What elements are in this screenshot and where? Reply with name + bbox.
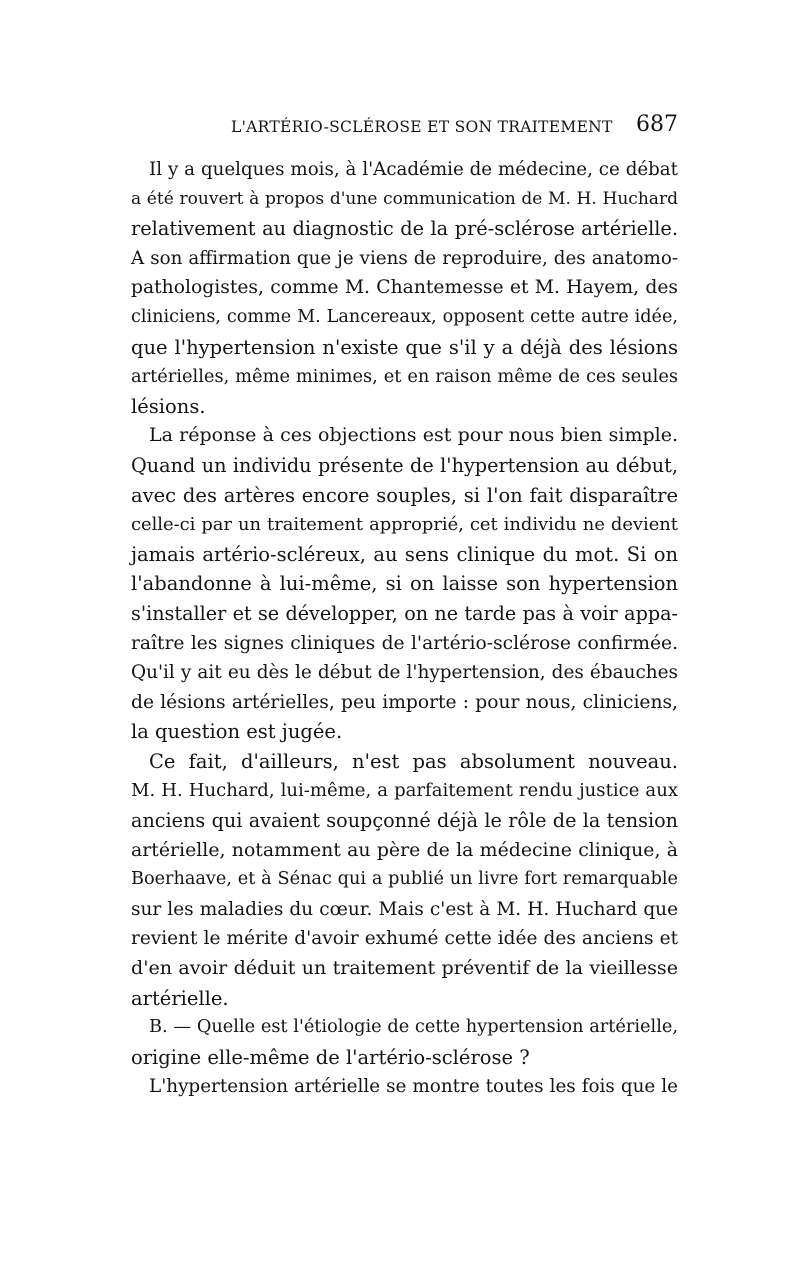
text-line: sur les maladies du cœur. Mais c'est à M. H. Huchard que <box>131 898 678 920</box>
text-line: La réponse à ces objections est pour nous bien simple. <box>149 424 678 447</box>
text-line: de lésions artérielles, peu importe : pour nous, cliniciens, <box>131 691 678 713</box>
text-line: raître les signes cliniques de l'artério-sclérose confirmée. <box>131 632 678 654</box>
paragraph <box>131 747 678 1013</box>
paragraph <box>131 155 678 421</box>
text-line: relativement au diagnostic de la pré-sclérose artérielle. <box>131 217 678 241</box>
text-line: Ce fait, d'ailleurs, n'est pas absolument nouveau. <box>149 749 678 773</box>
text-line: Boerhaave, et à Sénac qui a publié un livre fort remarquable <box>131 869 678 890</box>
text-line: avec des artères encore souples, si l'on fait disparaître <box>131 483 678 507</box>
text-line: A son affirmation que je viens de reproduire, des anatomo- <box>131 247 678 269</box>
text-line: Qu'il y ait eu dès le début de l'hypertension, des ébauches <box>131 662 678 684</box>
text-line: d'en avoir déduit un traitement préventif de la vieillesse <box>131 957 678 980</box>
page-number: 687 <box>636 112 678 137</box>
text-line: a été rouvert à propos d'une communication de M. H. Huchard <box>131 188 678 209</box>
text-line: B. — Quelle est l'étiologie de cette hypertension artérielle, <box>149 1017 678 1038</box>
paragraph <box>131 1072 678 1102</box>
text-line: artérielle. <box>131 986 229 1010</box>
text-line: pathologistes, comme M. Chantemesse et M. Hayem, des <box>131 277 678 299</box>
text-line: L'hypertension artérielle se montre toutes les fois que le <box>149 1076 678 1098</box>
text-line: jamais artério-scléreux, au sens clinique du mot. Si on <box>131 542 678 566</box>
text-line: anciens qui avaient soupçonné déjà le rôle de la tension <box>131 809 678 833</box>
text-line: celle-ci par un traitement approprié, cet individu ne devient <box>131 514 678 536</box>
text-line: Il y a quelques mois, à l'Académie de médecine, ce débat <box>149 159 678 180</box>
text-line: M. H. Huchard, lui-même, a parfaitement rendu justice aux <box>131 780 678 802</box>
text-line: la question est jugée. <box>131 720 343 744</box>
paragraph <box>131 421 678 747</box>
text-line: Quand un individu présente de l'hypertension au début, <box>131 453 678 477</box>
section-heading-paragraph <box>131 1013 678 1072</box>
text-line: s'installer et se développer, on ne tarde pas à voir appa- <box>131 601 678 625</box>
text-line: artérielle, notamment au père de la médecine clinique, à <box>131 838 678 861</box>
text-line: artérielles, même minimes, et en raison même de ces seules <box>131 366 678 388</box>
running-head <box>131 112 678 142</box>
body-text <box>131 155 678 1102</box>
text-line: l'abandonne à lui-même, si on laisse son hypertension <box>131 572 678 596</box>
text-line: que l'hypertension n'existe que s'il y a déjà des lésions <box>131 335 678 359</box>
text-line: origine elle-même de l'artério-sclérose ? <box>131 1045 530 1069</box>
text-line: cliniciens, comme M. Lancereaux, opposent cette autre idée, <box>131 306 678 327</box>
text-line: lésions. <box>131 394 206 418</box>
running-title: L'ARTÉRIO-SCLÉROSE ET SON TRAITEMENT <box>231 118 613 136</box>
text-line: revient le mérite d'avoir exhumé cette idée des anciens et <box>131 928 678 950</box>
